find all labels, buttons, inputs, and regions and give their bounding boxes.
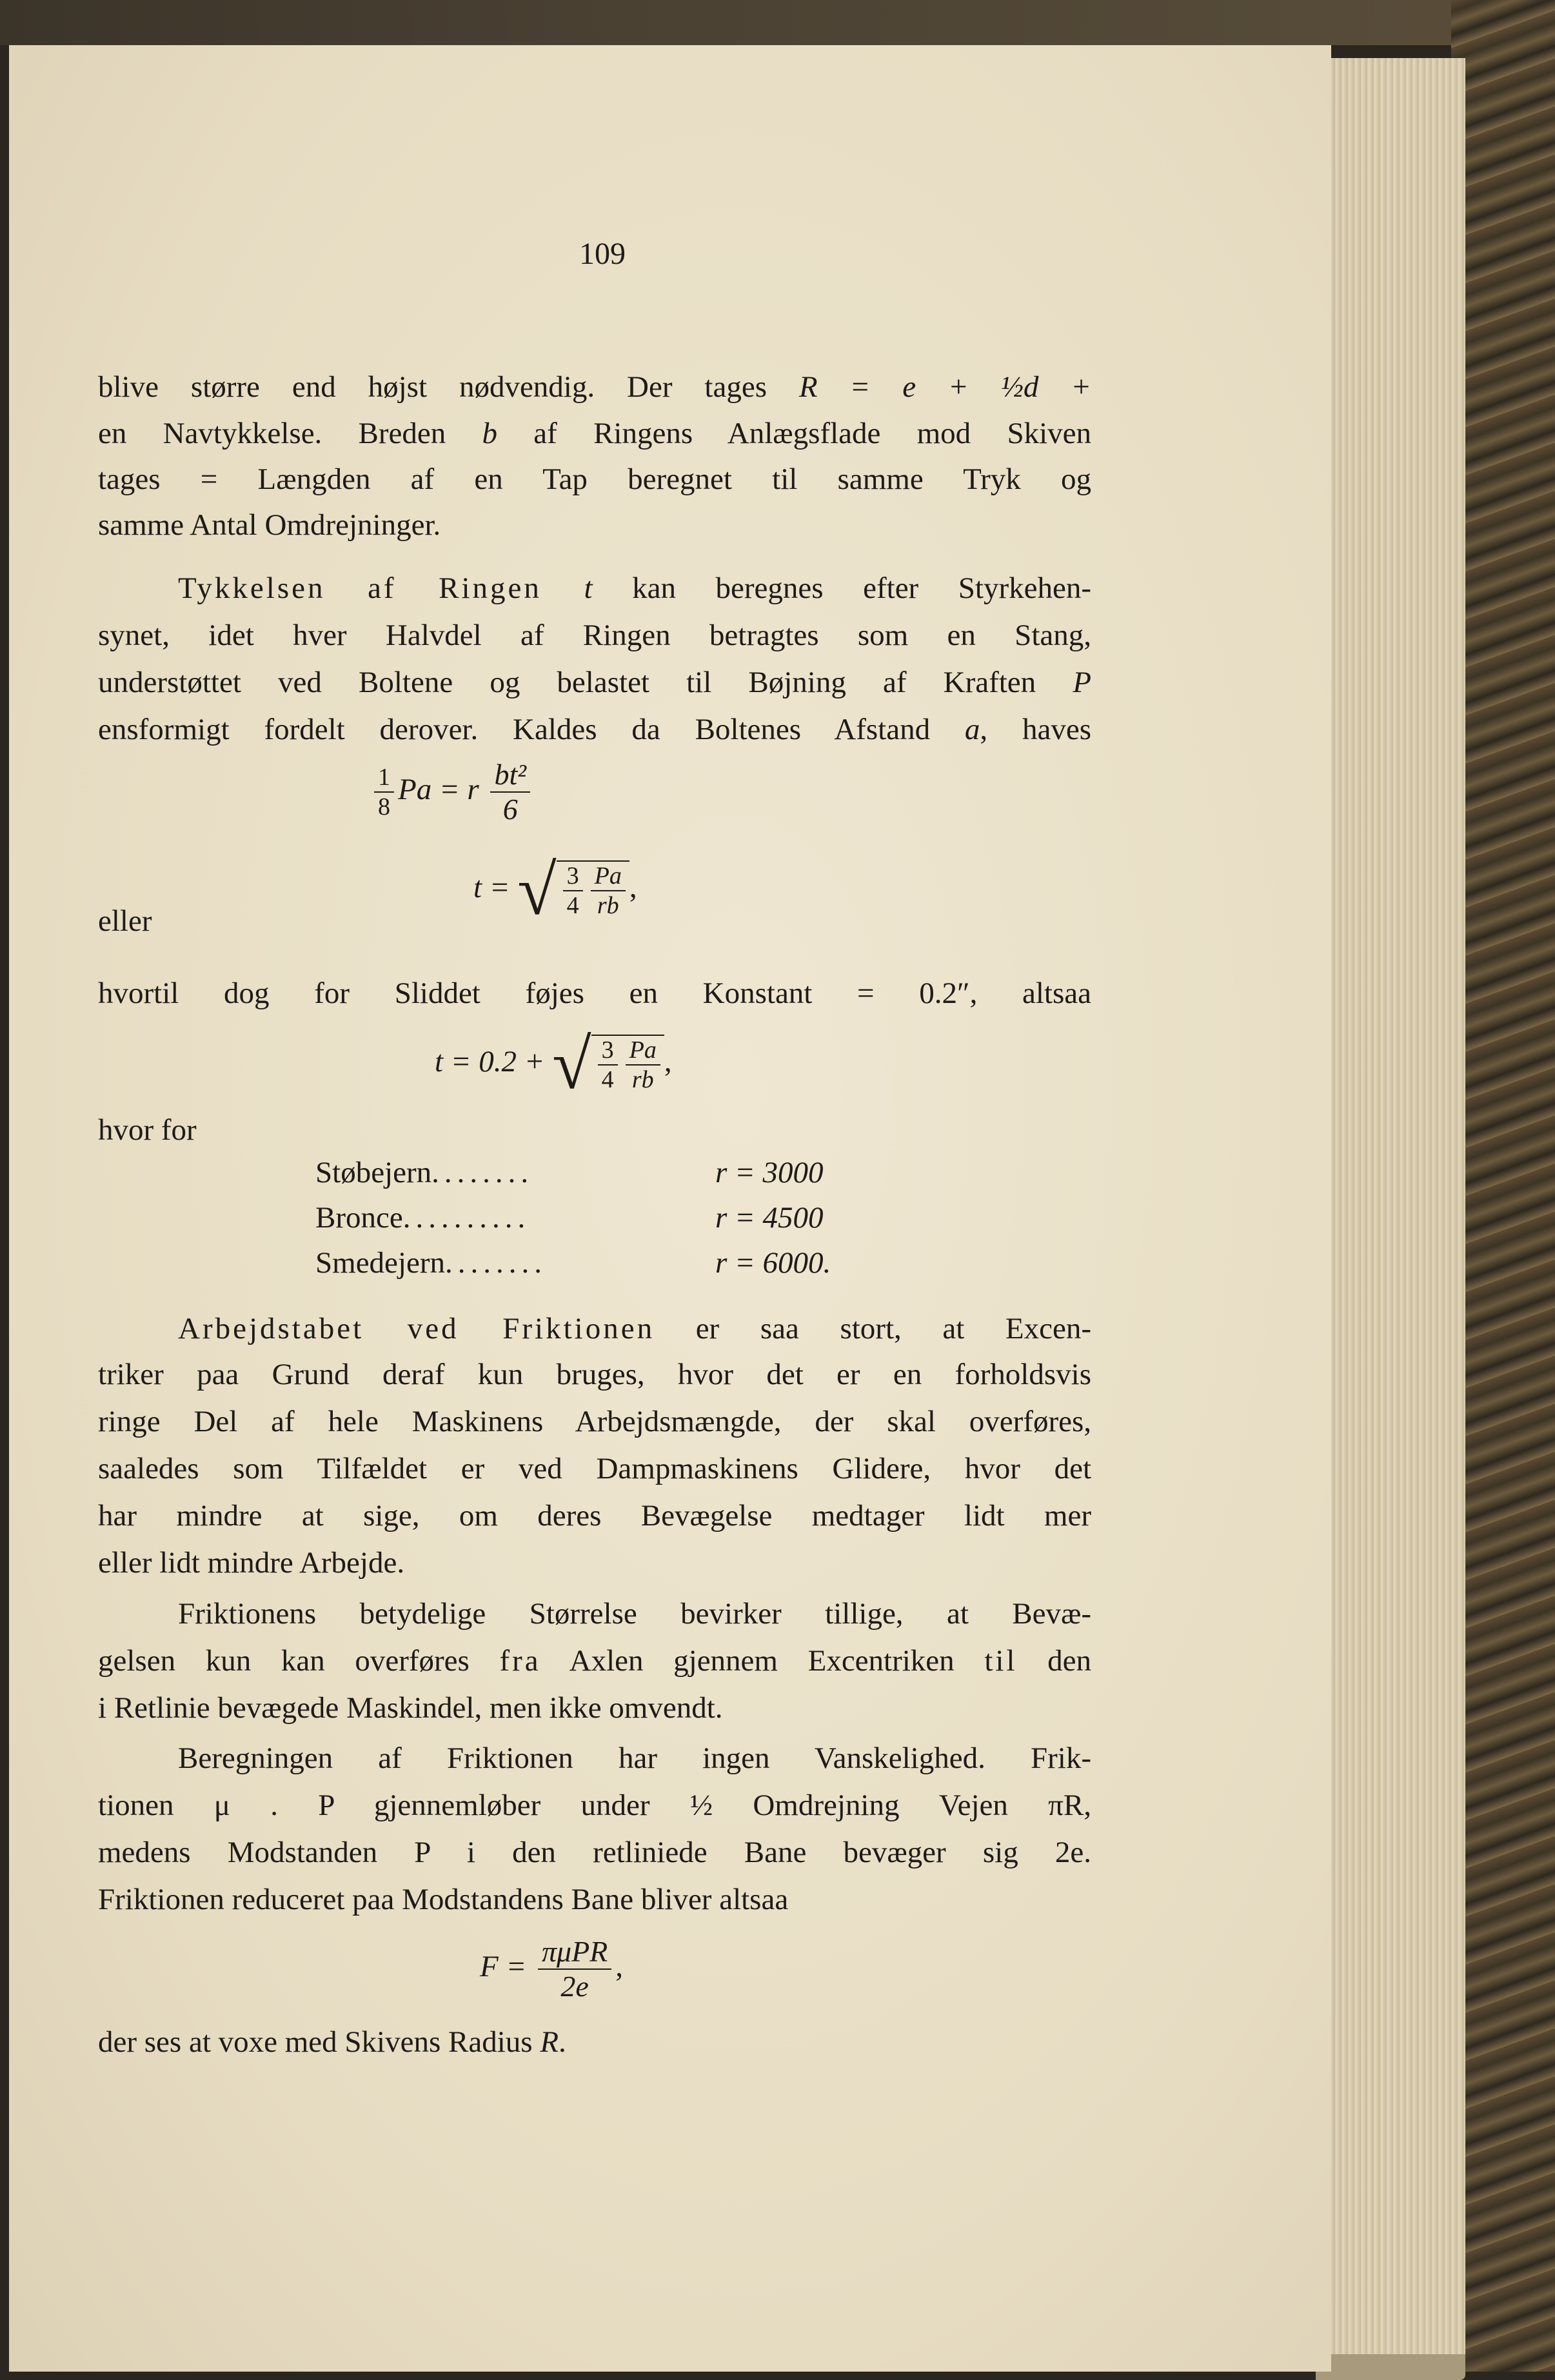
material-row: Smedejern........ r = 6000. <box>315 1246 831 1280</box>
formula-thickness-wear: t = 0.2 + √ $\frac{3}{4}$ $\frac{Pa}{rb}$ , <box>435 1025 672 1104</box>
book-page <box>9 45 1331 2372</box>
book-binding <box>1451 0 1555 2372</box>
text-line: Friktionen reduceret paa Modstandens Bane bliver altsaa <box>98 1883 789 1916</box>
text-line: hvortil dog for Sliddet føjes en Konstant = 0.2″, altsaa <box>98 977 1091 1010</box>
text-line: ensformigt fordelt derover. Kaldes da Boltenes Afstand a, haves <box>98 713 1091 746</box>
text-line: i Retlinie bevægede Maskindel, men ikke omvendt. <box>98 1691 723 1725</box>
text-line: Arbejdstabet ved Friktionen er saa stort, at Excen- <box>178 1312 1092 1345</box>
material-row: Støbejern........ r = 3000 <box>315 1156 824 1189</box>
text-line: tionen μ . P gjennemløber under ½ Omdrejning Vejen πR, <box>98 1789 1091 1822</box>
text-line: gelsen kun kan overføres fra Axlen gjennem Excentriken til den <box>98 1644 1091 1678</box>
text-line: samme Antal Omdrejninger. <box>98 508 441 542</box>
text-line: Tykkelsen af Ringen t kan beregnes efter Styrkehen- <box>178 571 1091 605</box>
text-line: medens Modstanden P i den retliniede Bane bevæger sig 2e. <box>98 1836 1091 1869</box>
text-line: blive større end højst nødvendig. Der tages R = e + ½d + <box>98 370 1092 404</box>
text-line: synet, idet hver Halvdel af Ringen betragtes som en Stang, <box>98 619 1091 652</box>
page-number: 109 <box>579 237 626 271</box>
formula-friction: F = $\frac{\text{πμPR}}{2e}$ , <box>480 1935 624 2003</box>
text-line: Friktionens betydelige Størrelse bevirker tillige, at Bevæ- <box>178 1597 1091 1631</box>
text-line: har mindre at sige, om deres Bevægelse medtager lidt mer <box>98 1499 1091 1532</box>
book-top-strip <box>0 0 1555 45</box>
text-line: saaledes som Tilfældet er ved Dampmaskinens Glidere, hvor det <box>98 1452 1091 1485</box>
formula-moment: $\frac{1}{8}$ Pa = r $\frac{\text{bt²}}{6}$ <box>370 758 534 826</box>
eller-label: eller <box>98 904 152 938</box>
hvor-for-label: hvor for <box>98 1113 197 1147</box>
text-line: understøttet ved Boltene og belastet til Bøjning af Kraften P <box>98 666 1091 699</box>
material-row: Bronce.......... r = 4500 <box>315 1201 824 1235</box>
text-line: en Navtykkelse. Breden b af Ringens Anlægsflade mod Skiven <box>98 417 1091 450</box>
text-line: der ses at voxe med Skivens Radius R. <box>98 2025 566 2059</box>
formula-thickness: t = √ $\frac{3}{4}$ $\frac{Pa}{rb}$ , <box>473 851 637 929</box>
text-line: eller lidt mindre Arbejde. <box>98 1546 405 1580</box>
text-line: tages = Længden af en Tap beregnet til samme Tryk og <box>98 462 1091 496</box>
text-line: ringe Del af hele Maskinens Arbejdsmængde, der skal overføres, <box>98 1405 1091 1438</box>
text-line: triker paa Grund deraf kun bruges, hvor det er en forholdsvis <box>98 1358 1091 1391</box>
page-edges <box>1316 58 1465 2380</box>
text-line: Beregningen af Friktionen har ingen Vanskelighed. Frik- <box>178 1741 1091 1775</box>
